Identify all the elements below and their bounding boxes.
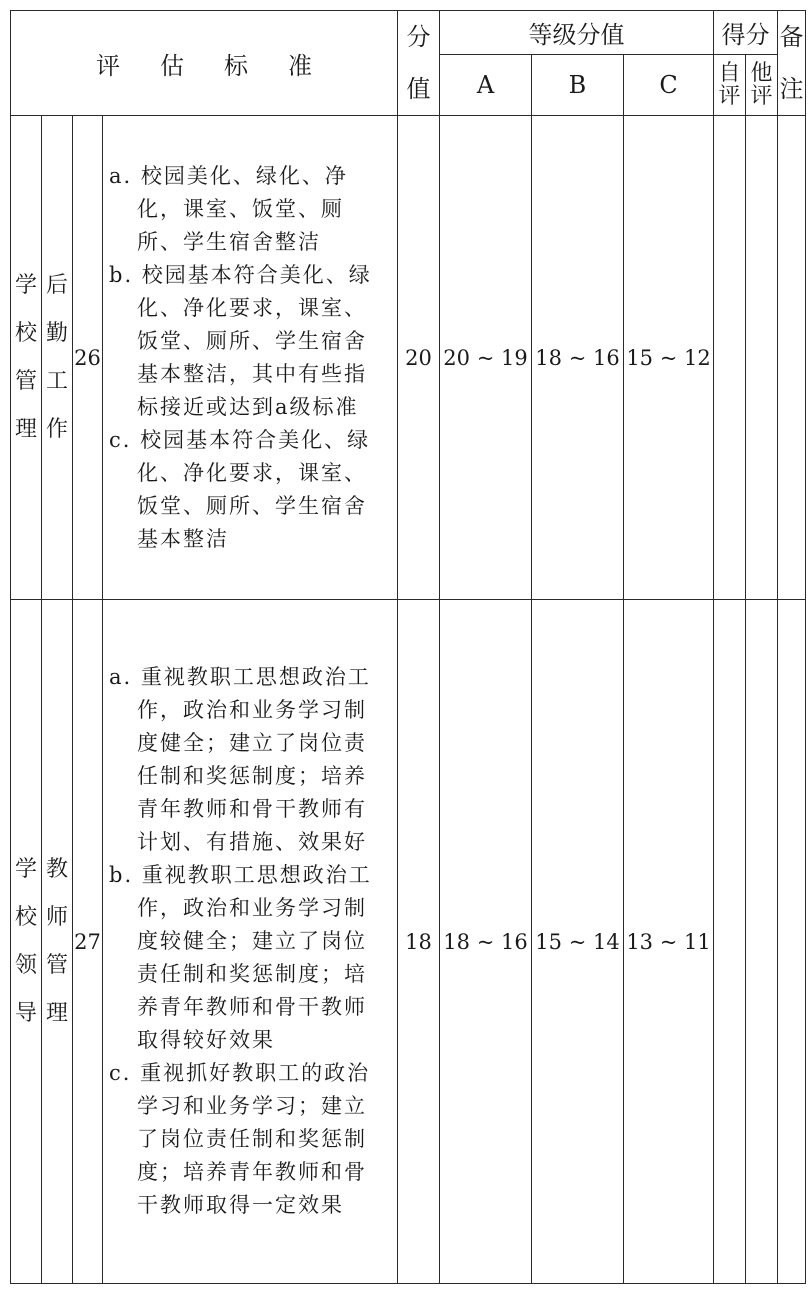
grade-header: 等级分值: [440, 11, 714, 55]
note-cell: [778, 116, 806, 600]
subcategory-char: 理: [45, 1000, 68, 1026]
score-value: 20: [398, 116, 440, 600]
other-eval-cell: [746, 116, 778, 600]
subcategory-char: 师: [45, 904, 68, 930]
table-row: [11, 116, 806, 600]
self-eval-top: 自: [718, 61, 741, 87]
note-header-top: 备: [779, 23, 804, 51]
self-eval-cell: [714, 116, 746, 600]
standard-header-label: 评估标准: [96, 51, 352, 80]
self-eval-header: [714, 55, 746, 116]
score-header-top: 分: [406, 23, 431, 51]
category-char: 理: [14, 416, 37, 442]
grade-a-range: 20 ~ 19: [440, 116, 532, 600]
category-char: 领: [14, 952, 37, 978]
standard-item-a: a. 校园美化、绿化、净化，课室、饭堂、厕所、学生宿舍整洁: [109, 163, 348, 254]
subcategory-char: 作: [45, 416, 68, 442]
item-number: 26: [73, 116, 103, 600]
self-eval-bottom: 评: [718, 84, 741, 110]
standard-item-b: b. 重视教职工思想政治工作，政治和业务学习制度较健全；建立了岗位责任制和奖惩制度；培养青年教师和骨干教师取得较好效果: [109, 863, 372, 1052]
category-char: 学: [14, 856, 37, 882]
grade-a-range: 18 ~ 16: [440, 600, 532, 1284]
standard-header: [11, 11, 398, 116]
grade-b-range: 15 ~ 14: [532, 600, 624, 1284]
obtained-header: 得分: [714, 11, 778, 55]
subcategory-char: 管: [45, 952, 68, 978]
category-cell: [11, 600, 42, 1284]
other-eval-header: [746, 55, 778, 116]
other-eval-cell: [746, 600, 778, 1284]
evaluation-table-page: [10, 10, 805, 1282]
standard-text-cell: [103, 600, 398, 1284]
note-header: [778, 11, 806, 116]
note-cell: [778, 600, 806, 1284]
subcategory-char: 后: [45, 272, 68, 298]
other-eval-bottom: 评: [750, 84, 773, 110]
grade-c-header: C: [624, 55, 714, 116]
standard-item-c: c. 重视抓好教职工的政治学习和业务学习；建立了岗位责任制和奖惩制度；培养青年教师和骨干教师取得一定效果: [109, 1061, 371, 1217]
standard-text-cell: [103, 116, 398, 600]
category-char: 校: [14, 320, 37, 346]
grade-a-header: A: [440, 55, 532, 116]
score-value: 18: [398, 600, 440, 1284]
category-char: 导: [14, 1000, 37, 1026]
grade-b-range: 18 ~ 16: [532, 116, 624, 600]
other-eval-top: 他: [750, 61, 773, 87]
header-row-1: [11, 11, 806, 55]
standard-item-c: c. 校园基本符合美化、绿化、净化要求，课室、饭堂、厕所、学生宿舍基本整洁: [109, 427, 371, 551]
score-header: [398, 11, 440, 116]
category-cell: [11, 116, 42, 600]
category-char: 学: [14, 272, 37, 298]
score-header-bottom: 值: [406, 75, 431, 103]
note-header-bottom: 注: [779, 75, 804, 103]
grade-c-range: 15 ~ 12: [624, 116, 714, 600]
category-char: 校: [14, 904, 37, 930]
grade-c-range: 13 ~ 11: [624, 600, 714, 1284]
subcategory-cell: [42, 116, 73, 600]
table-row: [11, 600, 806, 1284]
evaluation-table: [10, 10, 806, 1284]
item-number: 27: [73, 600, 103, 1284]
subcategory-cell: [42, 600, 73, 1284]
self-eval-cell: [714, 600, 746, 1284]
subcategory-char: 教: [45, 856, 68, 882]
category-char: 管: [14, 368, 37, 394]
standard-item-a: a. 重视教职工思想政治工作，政治和业务学习制度健全；建立了岗位责任制和奖惩制度；培养青年教师和骨干教师有计划、有措施、效果好: [109, 665, 371, 854]
subcategory-char: 勤: [45, 320, 68, 346]
standard-item-b: b. 校园基本符合美化、绿化、净化要求，课室、饭堂、厕所、学生宿舍基本整洁，其中有些指标接近或达到a级标准: [109, 262, 372, 419]
grade-b-header: B: [532, 55, 624, 116]
subcategory-char: 工: [45, 368, 68, 394]
